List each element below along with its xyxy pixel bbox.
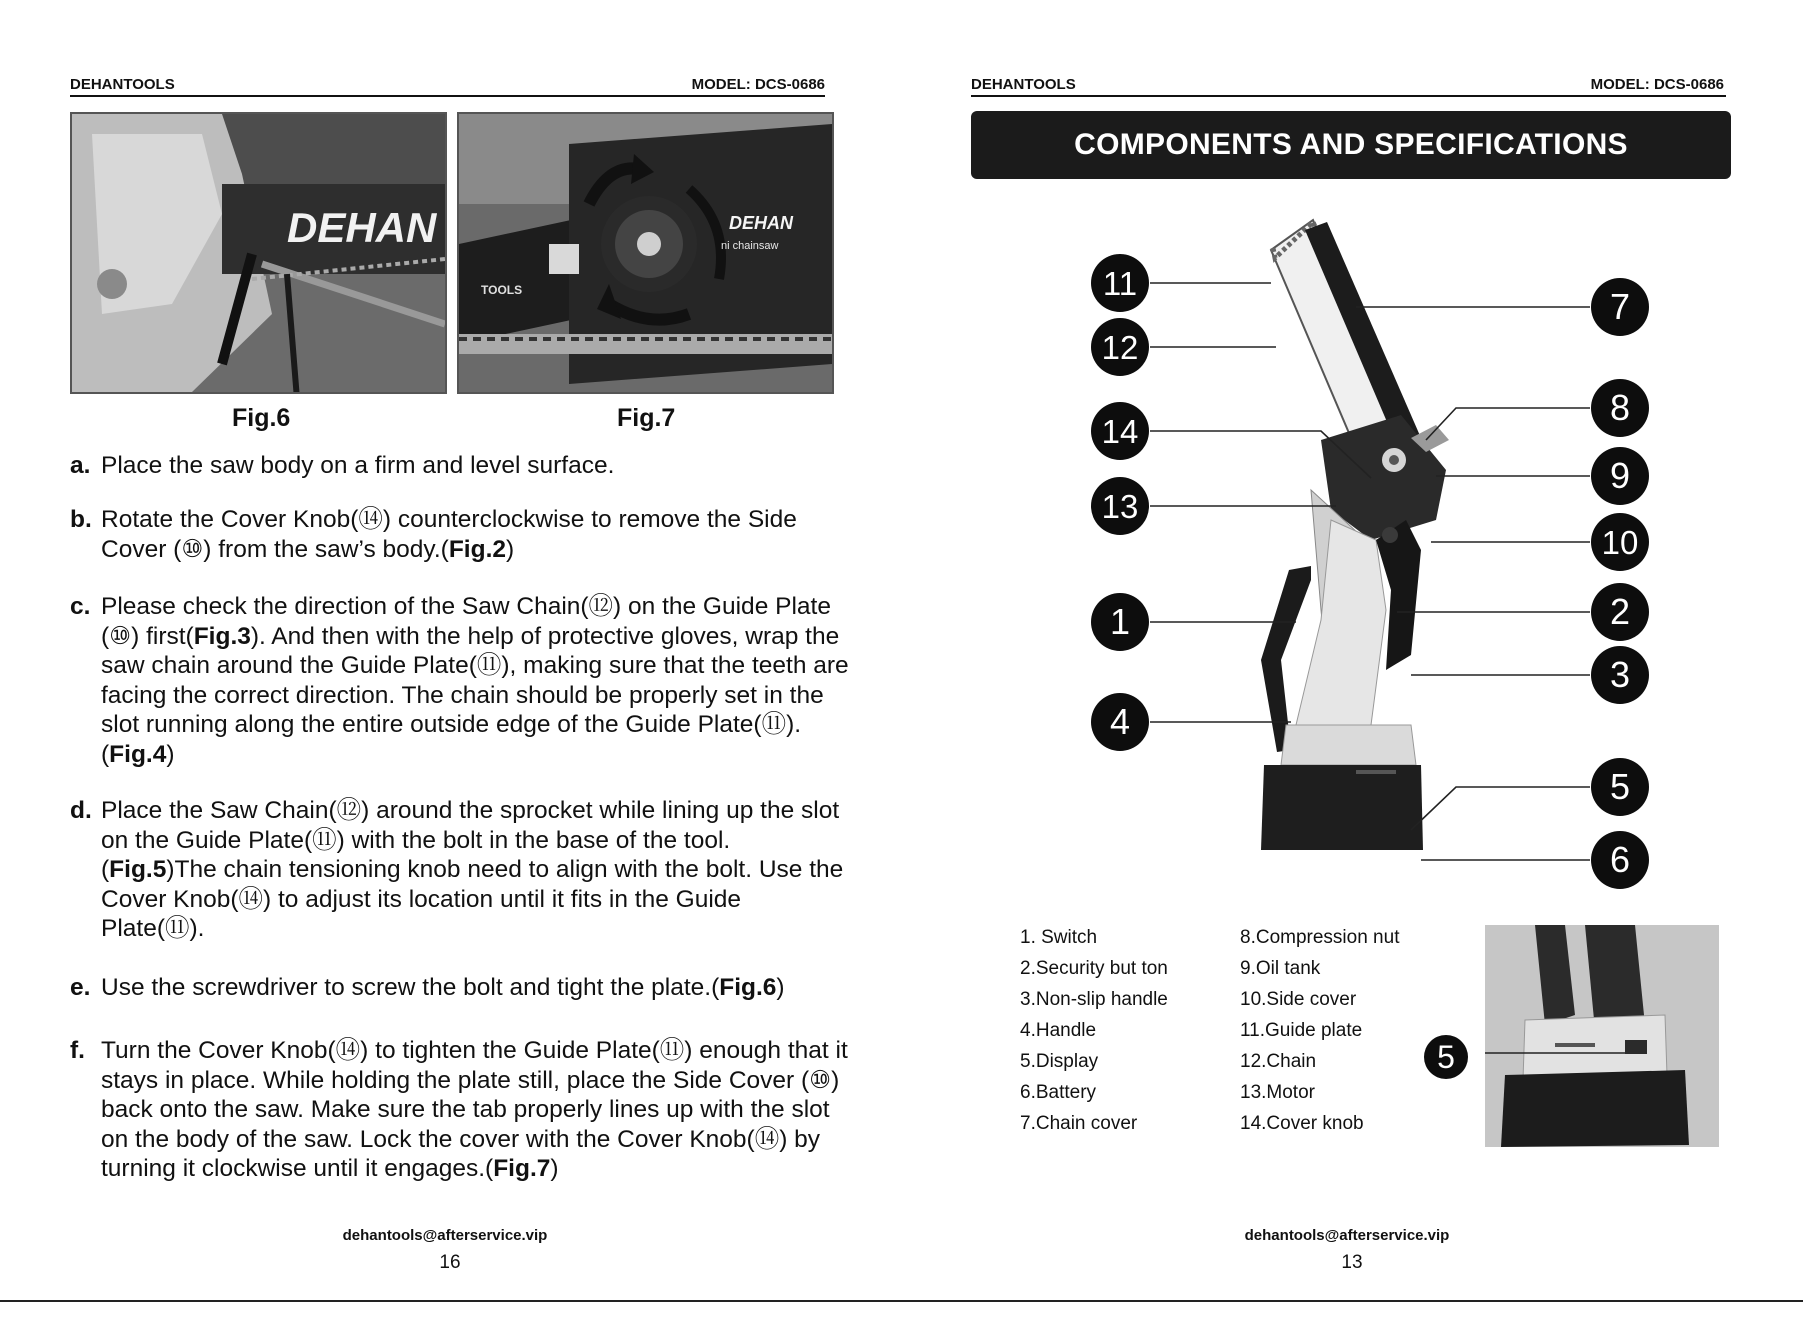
component-item: 4.Handle bbox=[1020, 1020, 1097, 1041]
battery-top-shape bbox=[1281, 725, 1416, 765]
header-rule bbox=[70, 95, 825, 97]
body-shape bbox=[1296, 520, 1386, 725]
display-inset-photo bbox=[1485, 925, 1719, 1147]
callout-number: 9 bbox=[1609, 455, 1631, 496]
security-button-shape bbox=[1382, 527, 1398, 543]
step-d bbox=[70, 796, 850, 944]
fig7-subtitle-text: ni chainsaw bbox=[721, 240, 779, 252]
step-text: ) bbox=[506, 535, 515, 563]
callout-number: 1 bbox=[1109, 601, 1131, 642]
component-item: 12.Chain bbox=[1240, 1051, 1317, 1072]
callout-number: 12 bbox=[1101, 329, 1139, 366]
callout-number: 8 bbox=[1609, 387, 1631, 428]
component-item: 7.Chain cover bbox=[1020, 1113, 1138, 1134]
manual-page-right bbox=[901, 0, 1803, 1300]
callout-number: 5 bbox=[1609, 766, 1631, 807]
step-text: ) bbox=[776, 974, 785, 1001]
step-text: Use the screwdriver to screw the bolt and tight the plate.( bbox=[101, 974, 720, 1001]
component-item: 9.Oil tank bbox=[1240, 958, 1321, 979]
component-item: 3.Non-slip handle bbox=[1020, 989, 1168, 1010]
step-text: ). And then with the help of protective gloves, wrap the saw chain around the Guide Plate(⑪), making sure that the teeth are facing the correct direction. The chain should be properly set in the slot running along the entire outside edge of the Guide Plate(⑪). ( bbox=[101, 622, 849, 768]
component-item: 13.Motor bbox=[1240, 1082, 1315, 1103]
fig-reference: Fig.3 bbox=[193, 622, 251, 650]
callout-number: 2 bbox=[1609, 591, 1631, 632]
step-text: Turn the Cover Knob(⑭) to tighten the Guide Plate(⑪) enough that it stays in place. While holding the plate still, place the Side Cover (⑩) back onto the saw. Make sure the tab properly lines up with the slot on the body of the saw. Lock the cover with the Cover Knob(⑭) by turning it clockwise until it engages.( bbox=[101, 1037, 848, 1182]
step-letter: e. bbox=[70, 974, 91, 1001]
callout-number: 6 bbox=[1609, 839, 1631, 880]
fig6-logo-text: DEHAN bbox=[287, 204, 437, 251]
header-rule bbox=[971, 95, 1726, 97]
step-text: ) bbox=[550, 1155, 559, 1182]
step-letter: b. bbox=[70, 506, 92, 533]
header-model: MODEL: DCS-0686 bbox=[1590, 76, 1724, 93]
footer-email: dehantools@afterservice.vip bbox=[1244, 1227, 1450, 1244]
component-item: 5.Display bbox=[1020, 1051, 1099, 1072]
callout-number: 10 bbox=[1601, 524, 1639, 561]
fig-reference: Fig.2 bbox=[448, 535, 506, 563]
step-text: Please check the direction of the Saw Chain(⑫) on the Guide Plate (⑩) first( bbox=[101, 593, 831, 650]
fig-reference: Fig.7 bbox=[493, 1155, 551, 1182]
fig-reference: Fig.5 bbox=[109, 856, 167, 883]
fig6-photo bbox=[70, 112, 447, 394]
page-number: 16 bbox=[439, 1252, 461, 1273]
step-text: ) bbox=[166, 740, 175, 768]
step-e bbox=[70, 973, 850, 1003]
step-a bbox=[70, 451, 850, 481]
step-text: Place the Saw Chain(⑫) around the sprocket while lining up the slot on the Guide Plate(⑪) with the bolt in the base of the tool. ( bbox=[101, 797, 840, 883]
component-item: 6.Battery bbox=[1020, 1082, 1097, 1103]
fig-reference: Fig.6 bbox=[719, 974, 777, 1001]
callout-number: 3 bbox=[1609, 654, 1631, 695]
fig7-tools-text: TOOLS bbox=[481, 283, 523, 297]
step-letter: d. bbox=[70, 797, 92, 824]
component-item: 1. Switch bbox=[1020, 927, 1098, 948]
step-text: Place the saw body on a firm and level surface. bbox=[101, 452, 615, 479]
step-b bbox=[70, 505, 850, 564]
header-brand: DEHANTOOLS bbox=[971, 76, 1076, 93]
fig7-photo bbox=[457, 112, 834, 394]
step-f bbox=[70, 1036, 850, 1184]
fig6-caption: Fig.6 bbox=[232, 404, 291, 432]
callout-number: 4 bbox=[1109, 701, 1131, 742]
header-brand: DEHANTOOLS bbox=[70, 76, 175, 93]
component-item: 8.Compression nut bbox=[1240, 927, 1400, 948]
manual-page-left bbox=[0, 0, 901, 1300]
step-letter: f. bbox=[70, 1037, 85, 1064]
fig-reference: Fig.4 bbox=[109, 740, 167, 768]
component-item: 11.Guide plate bbox=[1240, 1020, 1363, 1041]
step-c bbox=[70, 592, 850, 769]
scan-bottom-border bbox=[0, 1300, 1803, 1324]
components-list-col2 bbox=[1240, 922, 1399, 1139]
fig7-caption: Fig.7 bbox=[617, 404, 676, 432]
header-model: MODEL: DCS-0686 bbox=[691, 76, 825, 93]
footer-email: dehantools@afterservice.vip bbox=[342, 1227, 548, 1244]
callout-number: 11 bbox=[1102, 265, 1138, 302]
components-list-col1 bbox=[1020, 922, 1168, 1139]
component-item: 2.Security but ton bbox=[1020, 958, 1168, 979]
step-text: Rotate the Cover Knob(⑭) counterclockwise to remove the Side Cover (⑩) from the saw’s body.( bbox=[101, 506, 797, 563]
chainsaw-diagram bbox=[901, 190, 1803, 910]
step-text: )The chain tensioning knob need to align with the bolt. Use the Cover Knob(⑭) to adjust its location until it fits in the Guide Plate(⑪). bbox=[101, 856, 844, 942]
page-number: 13 bbox=[1341, 1252, 1363, 1273]
inset-callout-badge: 5 bbox=[1424, 1035, 1468, 1079]
section-banner: COMPONENTS AND SPECIFICATIONS bbox=[971, 111, 1731, 179]
step-letter: c. bbox=[70, 593, 91, 620]
callout-leader-line bbox=[1411, 787, 1590, 830]
callout-number: 13 bbox=[1101, 488, 1139, 525]
component-item: 14.Cover knob bbox=[1240, 1113, 1364, 1134]
battery-shape bbox=[1261, 765, 1423, 850]
component-item: 10.Side cover bbox=[1240, 989, 1357, 1010]
callout-leader-line bbox=[1426, 408, 1590, 440]
step-letter: a. bbox=[70, 452, 91, 479]
callout-number: 7 bbox=[1609, 286, 1631, 327]
callout-number: 14 bbox=[1101, 413, 1139, 450]
fig7-logo-text: DEHAN bbox=[729, 213, 794, 233]
